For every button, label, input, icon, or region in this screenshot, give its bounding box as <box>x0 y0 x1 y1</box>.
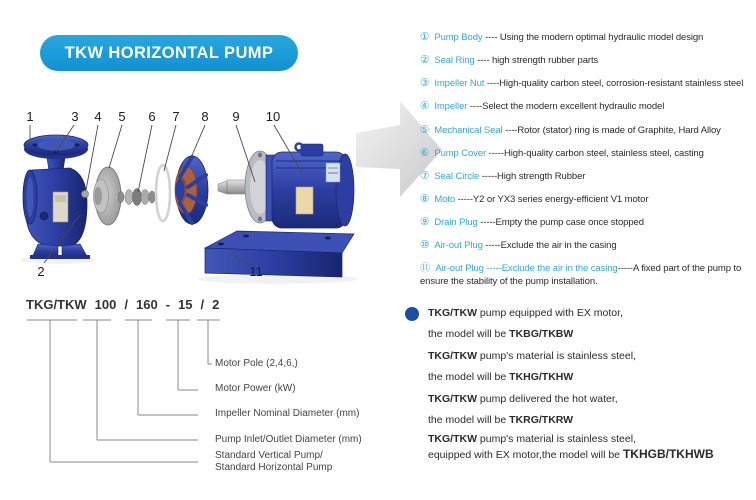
part-desc: ----High-quality carbon steel, corrosion-resistant stainless steel <box>484 78 744 90</box>
part-number: ⑤ <box>420 123 430 136</box>
note-text: the model will be <box>428 328 510 340</box>
part-name: Moto <box>434 193 456 205</box>
model-name: TKHG/TKHW <box>509 371 574 383</box>
note-stainless-ex <box>428 432 752 463</box>
model-name: TKHGB/TKHWB <box>622 447 714 461</box>
callout-8: 8 <box>201 109 209 124</box>
model-segment-inlet: 100 <box>94 297 117 312</box>
callout-4: 4 <box>94 109 102 124</box>
model-name: TKBG/TKBW <box>509 328 574 340</box>
label-standard-line2: Standard Horizontal Pump <box>215 462 333 473</box>
part-desc: ---- high strength rubber parts <box>474 55 599 67</box>
callout-3: 3 <box>71 109 79 124</box>
label-standard-pump <box>215 450 332 474</box>
part-number: ⑨ <box>420 216 430 229</box>
part-desc: ----Select the modern excellent hydraulic model <box>467 101 665 113</box>
note-ex-motor <box>428 303 752 345</box>
part-item-10 <box>420 239 754 253</box>
parts-list <box>420 31 754 298</box>
motor-part <box>218 144 354 229</box>
part-number: ⑩ <box>420 239 430 252</box>
note-hot-water <box>428 389 752 431</box>
part-name: Air-out Plug <box>434 240 483 252</box>
callout-7: 7 <box>172 109 180 124</box>
part-desc: -----High-quality carbon steel, stainless steel, casting <box>486 147 704 159</box>
model-separator: / <box>200 297 205 312</box>
seal-circle-part <box>156 165 170 221</box>
note-stainless <box>428 346 752 388</box>
part-name: Pump Cover <box>434 147 487 159</box>
note-text: pump's material is stainless steel, <box>477 433 636 445</box>
part-item-3 <box>420 77 754 91</box>
callout-5: 5 <box>118 109 126 124</box>
impeller-part <box>94 167 122 225</box>
brand: TKG/TKW <box>428 393 477 405</box>
variant-notes <box>400 303 752 464</box>
pump-diagram-svg <box>8 95 448 295</box>
brand: TKG/TKW <box>428 307 477 319</box>
note-text: the model will be <box>428 371 510 383</box>
part-name: Air-out Plug -----Exclude the air in the casing <box>435 263 618 275</box>
part-name: Impeller <box>434 101 468 113</box>
part-item-5 <box>420 124 754 138</box>
title-banner <box>40 35 298 71</box>
part-desc: -----Empty the pump case once stopped <box>477 217 644 229</box>
model-separator: / <box>124 297 128 312</box>
part-item-8 <box>420 193 754 207</box>
base-plate-part <box>205 231 354 277</box>
pump-cover-part <box>175 156 208 224</box>
part-item-1 <box>420 31 754 45</box>
callout-2: 2 <box>37 264 45 279</box>
part-number: ⑥ <box>420 146 430 159</box>
impeller-nut-part <box>82 191 89 198</box>
model-segment-impeller: 160 <box>135 297 158 312</box>
label-impeller-diameter: Impeller Nominal Diameter (mm) <box>215 408 360 419</box>
bullet-icon <box>405 307 419 321</box>
pump-body-part <box>23 135 90 259</box>
callout-1: 1 <box>26 109 34 124</box>
label-motor-power: Motor Power (kW) <box>215 383 296 394</box>
part-name: Seal Ring <box>434 55 475 67</box>
part-number: ⑧ <box>420 192 430 205</box>
part-desc: ----Rotor (stator) ring is made of Graphite, Hard Alloy <box>502 124 721 136</box>
callout-11: 11 <box>249 264 263 279</box>
part-name: Pump Body <box>434 32 483 43</box>
pump-exploded-diagram <box>8 95 448 295</box>
part-desc: -----A fixed part of the pump to ensure the stability of the pump installation. <box>420 263 742 288</box>
note-text: the model will be <box>428 414 510 426</box>
part-item-7 <box>420 170 754 184</box>
part-number: ② <box>420 54 430 67</box>
label-motor-pole: Motor Pole (2,4,6,) <box>215 358 298 369</box>
note-text: equipped with EX motor,the model will be <box>428 449 623 461</box>
part-desc: -----High strength Rubber <box>479 170 586 182</box>
part-item-2 <box>420 54 754 68</box>
part-item-11 <box>420 262 754 288</box>
part-number: ③ <box>420 77 430 90</box>
part-name: Impeller Nut <box>434 78 485 90</box>
model-segment-series: TKG/TKW <box>26 297 87 312</box>
note-text: pump's material is stainless steel, <box>477 350 636 362</box>
brand: TKG/TKW <box>428 433 477 445</box>
model-name: TKRG/TKRW <box>509 414 574 426</box>
part-item-4 <box>420 100 754 114</box>
part-desc: -----Y2 or YX3 series energy-efficient V1 motor <box>455 193 649 205</box>
note-text: pump equipped with EX motor, <box>477 307 623 319</box>
model-separator: - <box>165 297 171 312</box>
model-segment-power: 15 <box>178 297 193 312</box>
part-item-6 <box>420 147 754 161</box>
part-item-9 <box>420 216 754 230</box>
part-desc: ---- Using the modern optimal hydraulic model design <box>482 32 704 43</box>
callout-6: 6 <box>148 109 156 124</box>
part-name: Mechanical Seal <box>434 124 503 136</box>
part-number: ⑦ <box>420 169 430 182</box>
part-name: Drain Plug <box>434 217 478 229</box>
part-number: ⑪ <box>420 262 431 275</box>
page-title: TKW HORIZONTAL PUMP <box>64 43 274 62</box>
label-inlet-outlet: Pump Inlet/Outlet Diameter (mm) <box>215 434 362 445</box>
model-segment-pole: 2 <box>212 297 220 312</box>
callout-9: 9 <box>232 109 240 124</box>
part-number: ① <box>420 31 430 43</box>
brand: TKG/TKW <box>428 350 477 362</box>
callout-10: 10 <box>265 109 281 124</box>
part-desc: -----Exclude the air in the casing <box>482 240 617 252</box>
part-number: ④ <box>420 100 430 113</box>
part-name: Seal Circle <box>434 170 480 182</box>
note-text: pump delivered the hot water, <box>477 393 618 405</box>
label-standard-line1: Standard Vertical Pump/ <box>215 450 323 461</box>
